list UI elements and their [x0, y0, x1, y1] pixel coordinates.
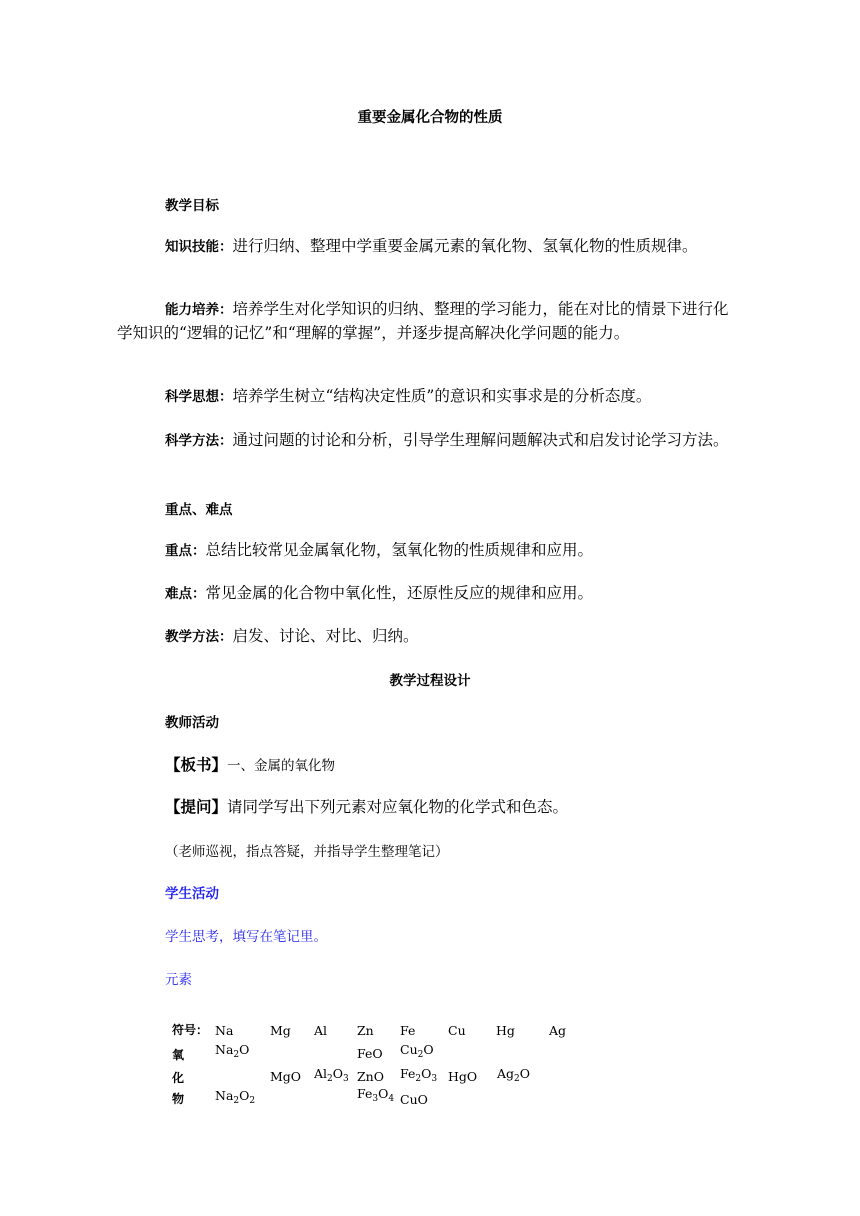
difficulty-line [165, 581, 593, 603]
teaching-method-line [165, 624, 419, 646]
formula-ag2o: $Ag_2O$ [497, 1066, 531, 1084]
symbol-ag: Ag [549, 1023, 567, 1038]
student-heading: 学生活动 [165, 886, 219, 902]
board-line [165, 753, 335, 775]
symbol-cu: Cu [448, 1023, 466, 1038]
formula-feo: FeO [357, 1046, 383, 1061]
ability-paragraph [117, 298, 742, 345]
method-text: 通过问题的讨论和分析，引导学生理解问题解决式和启发讨论学习方法。 [232, 431, 729, 449]
question-text: 请同学写出下列元素对应氧化物的化学式和色态。 [227, 798, 569, 816]
teaching-method-text: 启发、讨论、对比、归纳。 [232, 627, 419, 645]
formula-fe3o4: $Fe_3O_4$ [357, 1086, 395, 1104]
formula-cuo: CuO [400, 1092, 428, 1107]
oxide-label-2: 化 [172, 1071, 185, 1085]
symbol-al: Al [314, 1023, 328, 1038]
oxide-label-3: 物 [172, 1092, 185, 1106]
student-text: 学生思考，填写在笔记里。 [165, 929, 327, 945]
question-label: 【提问】 [165, 797, 228, 816]
question-line [165, 795, 568, 817]
teaching-method-label: 教学方法： [165, 629, 233, 645]
symbol-fe: Fe [400, 1023, 416, 1038]
knowledge-paragraph [117, 235, 742, 259]
formula-na2o: $Na_2O$ [215, 1042, 250, 1060]
oxide-label-1: 氧 [172, 1048, 185, 1062]
thought-text: 培养学生树立“结构决定性质”的意识和实事求是的分析态度。 [232, 387, 652, 405]
page-title: 重要金属化合物的性质 [357, 110, 503, 126]
process-heading: 教学过程设计 [389, 673, 471, 689]
symbol-mg: Mg [270, 1023, 291, 1038]
board-text: 一、金属的氧化物 [227, 758, 336, 774]
formula-fe2o3: $Fe_2O_3$ [400, 1066, 438, 1084]
symbol-zn: Zn [357, 1023, 374, 1038]
symbol-label: 符号： [172, 1023, 209, 1037]
board-label: 【板书】 [165, 755, 228, 774]
formula-al2o3: $Al_2O_3$ [314, 1066, 349, 1084]
method-label: 科学方法： [165, 433, 233, 449]
method-paragraph [117, 429, 742, 453]
element-label: 元素 [165, 972, 192, 988]
goals-heading: 教学目标 [165, 198, 219, 214]
knowledge-label: 知识技能： [165, 239, 233, 255]
teacher-heading: 教师活动 [165, 715, 219, 731]
formula-na2o2: $Na_2O_2$ [215, 1088, 256, 1106]
formula-mgo: MgO [270, 1069, 302, 1084]
key-label: 重点： [165, 543, 206, 559]
key-line [165, 538, 593, 560]
formula-cu2o: $Cu_2O$ [400, 1042, 434, 1060]
ability-label: 能力培养： [165, 302, 233, 318]
student-heading-line [165, 882, 219, 902]
symbol-na: Na [215, 1023, 234, 1038]
thought-paragraph [117, 385, 742, 409]
key-text: 总结比较常见金属氧化物，氢氧化物的性质规律和应用。 [205, 541, 594, 559]
formula-hgo: HgO [448, 1069, 478, 1084]
ability-text: 培养学生对化学知识的归纳、整理的学习能力，能在对比的情景下进行化学知识的“逻辑的记忆”和“理解的掌握”，并逐步提高解决化学问题的能力。 [117, 300, 729, 342]
teacher-note: （老师巡视，指点答疑，并指导学生整理笔记） [165, 844, 449, 860]
difficulty-text: 常见金属的化合物中氧化性，还原性反应的规律和应用。 [205, 584, 594, 602]
symbol-hg: Hg [496, 1023, 515, 1038]
difficulty-label: 难点： [165, 586, 206, 602]
thought-label: 科学思想： [165, 389, 233, 405]
formula-zno: ZnO [357, 1069, 384, 1084]
knowledge-text: 进行归纳、整理中学重要金属元素的氧化物、氢氧化物的性质规律。 [232, 237, 698, 255]
key-heading: 重点、难点 [165, 502, 233, 518]
